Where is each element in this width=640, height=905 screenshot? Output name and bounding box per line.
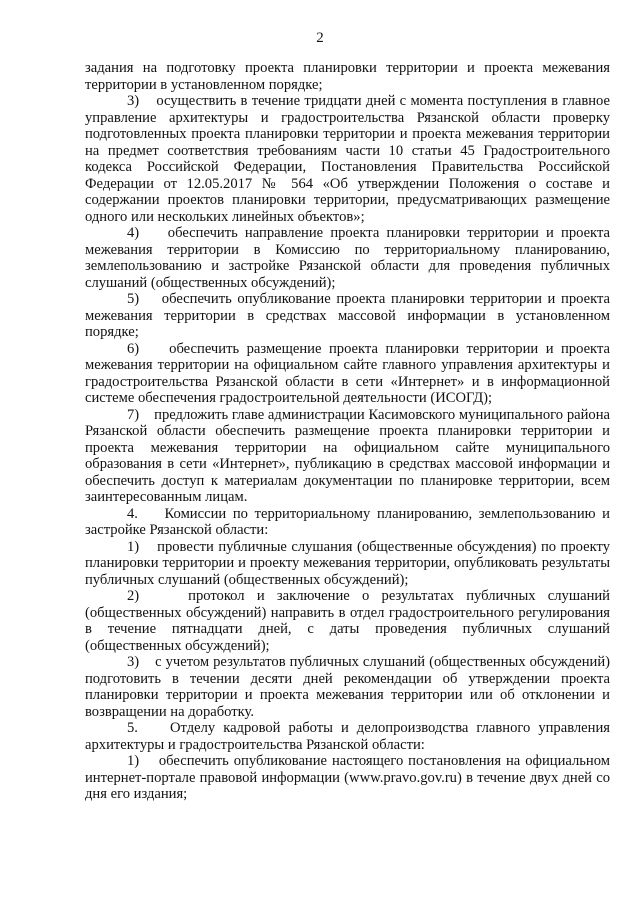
page-number: 2: [316, 30, 324, 46]
paragraph: 6) обеспечить размещение проекта планировки территории и проекта межевания территории на официальном сайте главного управления архитектуры и градостроительства Рязанской области в сети «Интернет» и в информационной системе обеспечения градостроительной деятельности (ИСОГД);: [85, 340, 610, 406]
paragraph: 7) предложить главе администрации Касимовского муниципального района Рязанской области обеспечить размещение проекта планировки территории и проекта межевания территории на официальном сайте муниципального образования в сети «Интернет», публикацию в средствах массовой информации и обеспечить доступ к материалам документации по планировке территории, всем заинтересованным лицам.: [85, 406, 610, 505]
paragraph: 1) провести публичные слушания (общественные обсуждения) по проекту планировки территории и проекту межевания территории, опубликовать результаты публичных слушаний (общественных обсуждений);: [85, 538, 610, 588]
paragraph: 1) обеспечить опубликование настоящего постановления на официальном интернет-портале правовой информации (www.pravo.gov.ru) в течение двух дней со дня его издания;: [85, 753, 610, 802]
paragraph: 5. Отделу кадровой работы и делопроизводства главного управления архитектуры и градостроительства Рязанской области:: [85, 720, 610, 753]
paragraph: 5) обеспечить опубликование проекта планировки территории и проекта межевания территории в средствах массовой информации в установленном порядке;: [85, 291, 610, 340]
paragraph: задания на подготовку проекта планировки территории и проекта межевания территории в установленном порядке;: [85, 60, 610, 93]
paragraph: 2) протокол и заключение о результатах публичных слушаний (общественных обсуждений) направить в отдел градостроительного регулирования в течение пятнадцати дней, с даты проведения публичных слушаний (общественных обсуждений);: [85, 588, 610, 654]
document-body: [85, 60, 610, 803]
paragraph: 3) с учетом результатов публичных слушаний (общественных обсуждений) подготовить в течении десяти дней рекомендации об утверждении проекта планировки территории и проекта межевания территории или об отклонении и возвращении на доработку.: [85, 654, 610, 720]
paragraph: 3) осуществить в течение тридцати дней с момента поступления в главное управление архитектуры и градостроительства Рязанской области проверку подготовленных проекта планировки территории и проекта межевания территории на предмет соответствия требованиям части 10 статьи 45 Градостроительного кодекса Российской Федерации, Постановления Правительства Российской Федерации от 12.05.2017 № 564 «Об утверждении Положения о составе и содержании проектов планировки территории, предусматривающих размещение одного или нескольких линейных объектов»;: [85, 93, 610, 225]
paragraph: 4. Комиссии по территориальному планированию, землепользованию и застройке Рязанской области:: [85, 505, 610, 538]
paragraph: 4) обеспечить направление проекта планировки территории и проекта межевания территории в Комиссию по территориальному планированию, землепользованию и застройке Рязанской области для проведения публичных слушаний (общественных обсуждений);: [85, 225, 610, 291]
